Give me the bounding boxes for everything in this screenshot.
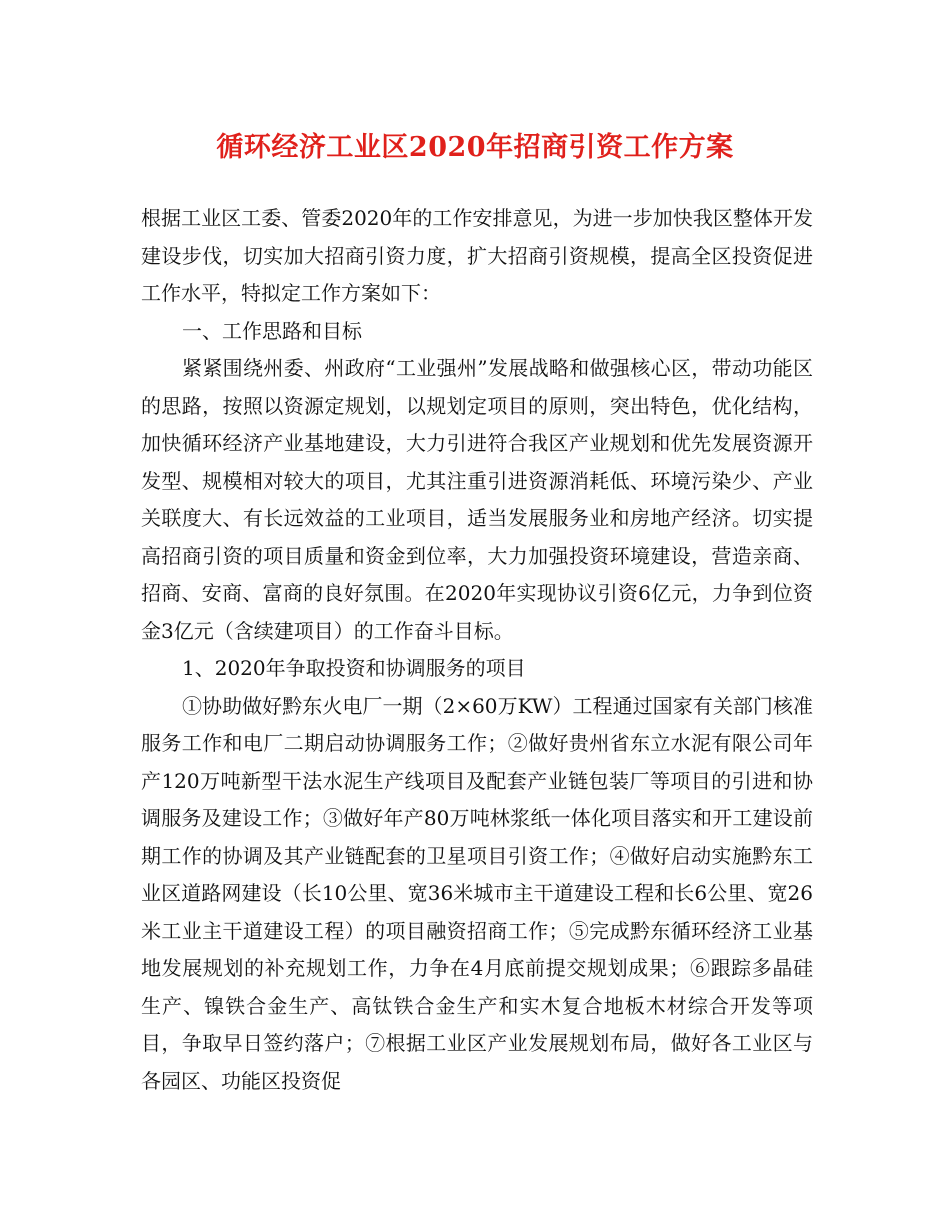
document-title: 循环经济工业区2020年招商引资工作方案 <box>216 132 734 163</box>
subsection-heading-1: 1、2020年争取投资和协调服务的项目 <box>182 656 526 680</box>
document-body <box>141 200 813 1100</box>
paragraph-projects: ①协助做好黔东火电厂一期（2×60万KW）工程通过国家有关部门核准服务工作和电厂二期启动协调服务工作；②做好贵州省东立水泥有限公司年产120万吨新型干法水泥生产线项目及配套产业链包装厂等项目的引进和协调服务及建设工作；③做好年产80万吨林浆纸一体化项目落实和开工建设前期工作的协调及其产业链配套的卫星项目引资工作；④做好启动实施黔东工业区道路网建设（长10公里、宽36米城市主干道建设工程和长6公里、宽26米工业主干道建设工程）的项目融资招商工作；⑤完成黔东循环经济工业基地发展规划的补充规划工作，力争在4月底前提交规划成果；⑥跟踪多晶硅生产、镍铁合金生产、高钛铁合金生产和实木复合地板木材综合开发等项目，争取早日签约落户；⑦根据工业区产业发展规划布局，做好各工业区与各园区、功能区投资促 <box>141 693 813 1093</box>
paragraph-strategy: 紧紧围绕州委、州政府“工业强州”发展战略和做强核心区，带动功能区的思路，按照以资源定规划，以规划定项目的原则，突出特色，优化结构，加快循环经济产业基地建设，大力引进符合我区产业规划和优先发展资源开发型、规模相对较大的项目，尤其注重引进资源消耗低、环境污染少、产业关联度大、有长远效益的工业项目，适当发展服务业和房地产经济。切实提高招商引资的项目质量和资金到位率，大力加强投资环境建设，营造亲商、招商、安商、富商的良好氛围。在2020年实现协议引资6亿元，力争到位资金3亿元（含续建项目）的工作奋斗目标。 <box>141 356 813 643</box>
section-heading-1: 一、工作思路和目标 <box>182 318 362 343</box>
paragraph-intro: 根据工业区工委、管委2020年的工作安排意见，为进一步加快我区整体开发建设步伐，切实加大招商引资力度，扩大招商引资规模，提高全区投资促进工作水平，特拟定工作方案如下： <box>141 206 813 305</box>
